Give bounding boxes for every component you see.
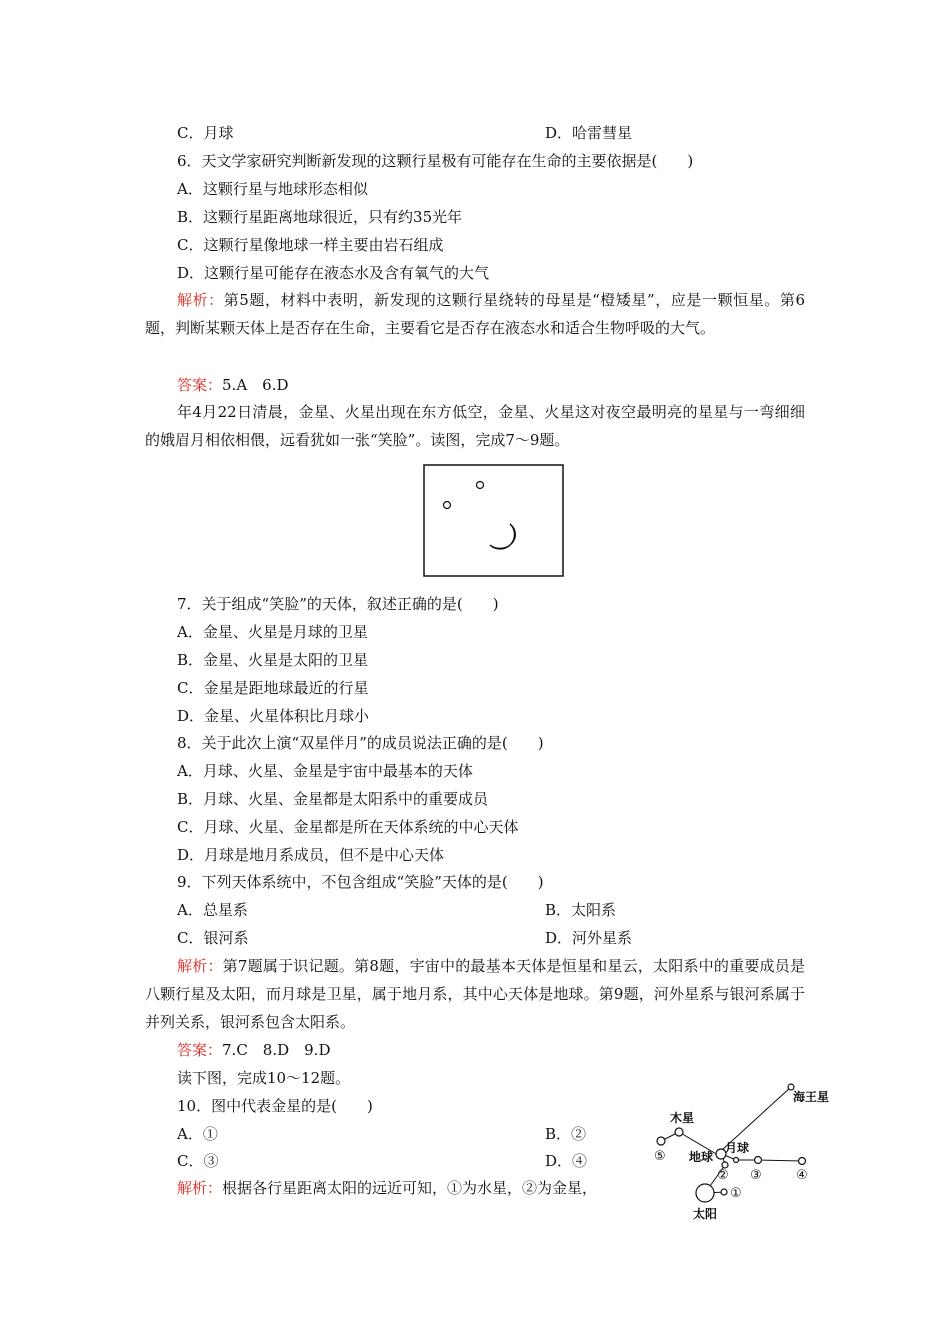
neptune-label: 海王星 <box>793 1090 830 1104</box>
sun-dot <box>696 1184 714 1202</box>
q8-option-d: D．月球是地月系成员，但不是中心天体 <box>177 846 445 864</box>
q7-option-a: A．金星、火星是月球的卫星 <box>177 623 368 641</box>
intro-10-12: 读下图，完成10～12题。 <box>177 1069 351 1087</box>
figure-frame <box>424 465 563 576</box>
planet-3-dot <box>755 1157 762 1164</box>
q6-option-b: B．这颗行星距离地球很近，只有约35光年 <box>177 208 463 226</box>
analysis-label: 解析： <box>177 1179 223 1197</box>
analysis-text: 根据各行星距离太阳的远近可知，①为水星，②为金星， <box>222 1179 598 1197</box>
smiley-face-figure <box>423 464 564 577</box>
label-3: ③ <box>750 1168 762 1183</box>
analysis-5-6 <box>145 286 805 342</box>
answer-label: 答案： <box>177 1041 223 1059</box>
label-2: ② <box>717 1168 729 1183</box>
moon-label: 月球 <box>725 1141 750 1155</box>
q9-option-c: C．银河系 <box>177 929 249 947</box>
moon-dot <box>734 1158 739 1163</box>
planet-1-dot <box>721 1189 727 1195</box>
q9-stem: 9．下列天体系统中，不包含组成“笑脸”天体的是( ) <box>177 873 544 891</box>
analysis-label: 解析： <box>177 291 224 309</box>
q6-option-c: C．这颗行星像地球一样主要由岩石组成 <box>177 236 444 254</box>
answer-text: 7.C 8.D 9.D <box>222 1041 331 1059</box>
label-5: ⑤ <box>654 1149 666 1164</box>
q10-option-c: C．③ <box>177 1152 219 1170</box>
q8-option-b: B．月球、火星、金星都是太阳系中的重要成员 <box>177 790 489 808</box>
q8-stem: 8．关于此次上演“双星伴月”的成员说法正确的是( ) <box>177 734 544 752</box>
earth-label: 地球 <box>689 1150 714 1164</box>
q7-option-b: B．金星、火星是太阳的卫星 <box>177 651 369 669</box>
q10-stem: 10．图中代表金星的是( ) <box>177 1097 373 1115</box>
q5-option-c: C．月球 <box>177 124 234 142</box>
answer-5-6 <box>177 375 289 395</box>
analysis-text: 第7题属于识记题。第8题，宇宙中的最基本天体是恒星和星云，太阳系中的重要成员是八颗行星及太阳，而月球是卫星，属于地月系，其中心天体是地球。第9题，河外星系与银河系属于并列关系，银河系包含太阳系。 <box>145 957 805 1031</box>
solar-system-diagram <box>645 1075 845 1225</box>
line-3-4 <box>758 1160 802 1161</box>
planet-5-dot <box>657 1137 665 1145</box>
q7-stem: 7．关于组成“笑脸”的天体，叙述正确的是( ) <box>177 595 499 613</box>
jupiter-label: 木星 <box>670 1111 695 1125</box>
q8-option-a: A．月球、火星、金星是宇宙中最基本的天体 <box>177 762 473 780</box>
q5-option-d: D．哈雷彗星 <box>545 124 633 142</box>
q9-option-d: D．河外星系 <box>545 929 633 947</box>
label-4: ④ <box>796 1168 808 1183</box>
analysis-7-9 <box>145 952 805 1036</box>
q6-option-a: A．这颗行星与地球形态相似 <box>177 180 368 198</box>
q10-option-a: A．① <box>177 1125 218 1143</box>
analysis-10 <box>177 1178 597 1198</box>
label-1: ① <box>730 1186 742 1201</box>
sun-label: 太阳 <box>693 1207 718 1221</box>
q7-option-c: C．金星是距地球最近的行星 <box>177 679 369 697</box>
q9-option-a: A．总星系 <box>177 901 248 919</box>
q6-option-d: D．这颗行星可能存在液态水及含有氧气的大气 <box>177 264 490 282</box>
answer-label: 答案： <box>177 376 223 394</box>
intro-7-9: 年4月22日清晨，金星、火星出现在东方低空，金星、火星这对夜空最明亮的星星与一弯细细的娥眉月相依相偎，远看犹如一张“笑脸”。读图，完成7～9题。 <box>145 403 805 449</box>
q9-option-b: B．太阳系 <box>545 901 617 919</box>
q10-option-b: B．② <box>545 1125 587 1143</box>
analysis-label: 解析： <box>177 957 223 975</box>
planet-4-dot <box>799 1158 806 1165</box>
q10-option-d: D．④ <box>545 1152 588 1170</box>
answer-7-9 <box>177 1040 330 1060</box>
q6-stem: 6．天文学家研究判断新发现的这颗行星极有可能存在生命的主要依据是( ) <box>177 152 694 170</box>
q7-option-d: D．金星、火星体积比月球小 <box>177 707 370 725</box>
q8-option-c: C．月球、火星、金星都是所在天体系统的中心天体 <box>177 818 519 836</box>
analysis-text: 第5题，材料中表明，新发现的这颗行星绕转的母星是“橙矮星”，应是一颗恒星。第6题，判断某颗天体上是否存在生命，主要看它是否存在液态水和适合生物呼吸的大气。 <box>145 291 805 337</box>
jupiter-dot <box>675 1128 683 1136</box>
answer-text: 5.A 6.D <box>222 376 289 394</box>
